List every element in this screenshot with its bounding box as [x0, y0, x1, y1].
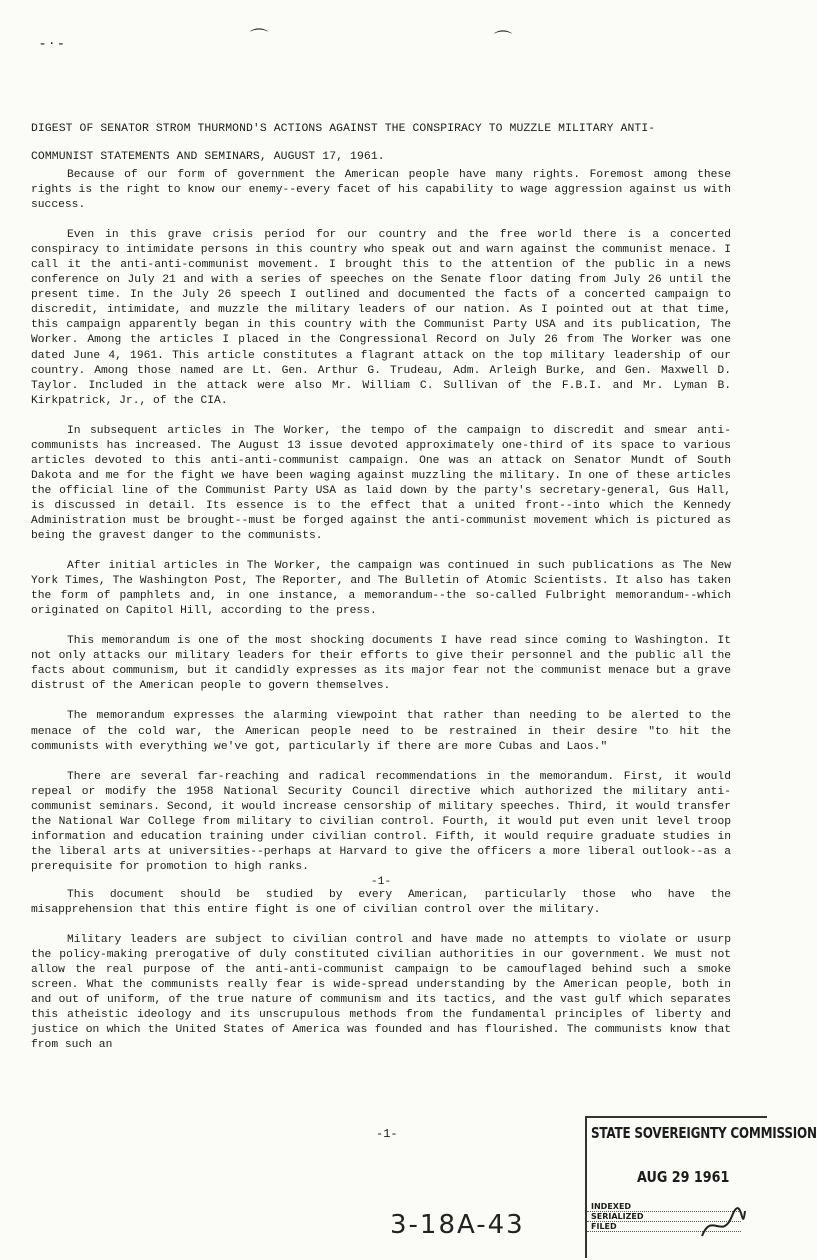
stamp-date: AUG 29 1961 [637, 1168, 730, 1186]
stamp-title: STATE SOVEREIGNTY COMMISSION [591, 1124, 817, 1142]
stamp-indexed: INDEXED [587, 1202, 741, 1212]
paragraph-rights: Because of our form of government the American people have many rights. Foremost among these rights is the right to know our enemy--every facet of his capability to wage aggression against us with success. [31, 169, 731, 212]
paragraph-military-leaders: Military leaders are subject to civilian control and have made no attempts to violate or usurp the policy-making prerogative of duly constituted civilian authorities in our government. We must not allow the real purpose of the anti-anti-communist campaign to be camouflaged behind such a smoke screen. What the communists really fear is wide-spread understanding by the American people, both in and out of uniform, of the true nature of communism and its tactics, and the vast gulf which separates this atheistic ideology and its unscrupulous methods from the fundamental principles of liberty and justice on which the United States of America was founded and has flourished. The communists know that from such an [31, 934, 731, 1052]
paragraph-memorandum: This memorandum is one of the most shocking documents I have read since coming to Washington. It not only attacks our military leaders for their efforts to give their personnel and the public all the facts about communism, but it candidly expresses as its major fear not the communist menace but a grave distrust of the American people to govern themselves. [31, 635, 731, 693]
stamp-filed: FILED [587, 1222, 741, 1232]
paragraph-recommendations: There are several far-reaching and radical recommendations in the memorandum. First, it would repeal or modify the 1958 National Security Council directive which authorized the military anti-communist seminars. Second, it would increase censorship of military speeches. Third, it would transfer the National War College from military to civilian control. Fourth, it would put even unit level troop information and education training under civilian control. Fifth, it would require graduate studies in the liberal arts at universities--perhaps at Harvard to give the officers a more liberal outlook--as a prerequisite for promotion to high ranks. [31, 770, 731, 873]
document-body [31, 168, 731, 1068]
initials-scribble [697, 1206, 747, 1246]
footer-page-number: -1- [376, 1127, 398, 1141]
paragraph-worker-articles: In subsequent articles in The Worker, the tempo of the campaign to discredit and smear anti-communists has increased. The August 13 issue devoted approximately one-third of its space to various articles devoted to this anti-anti-communist campaign. One was an attack on Senator Mundt of South Dakota and me for the fight we have been waging against muzzling the military. In one of these articles the official line of the Communist Party USA as laid down by the party's secretary-general, Gus Hall, is discussed in detail. Its essence is to the effect that a united front--into which the Kennedy Administration must be brought--must be forged against the anti-communist movement which is pictured as being the gravest danger to the communists. [31, 424, 731, 543]
handwritten-file-number: 3-18A-43 [390, 1210, 525, 1240]
heading-line-1: DIGEST OF SENATOR STROM THURMOND'S ACTIONS AGAINST THE CONSPIRACY TO MUZZLE MILITARY ANTI- [31, 123, 656, 135]
hole-punch-mark: ⌒ [494, 30, 512, 51]
paragraph-publications: After initial articles in The Worker, the campaign was continued in such publications as The New York Times, The Washington Post, The Reporter, and The Bulletin of Atomic Scientists. It also has taken the form of pamphlets and, in one instance, a memorandum--the so-called Fulbright memorandum--which originated on Capitol Hill, according to the press. [31, 560, 731, 618]
inline-page-number: -1- [370, 875, 392, 888]
paragraph-conspiracy: Even in this grave crisis period for our country and the free world there is a concerted conspiracy to intimidate persons in this country who speak out and warn against the communist menace. I call it the anti-anti-communist movement. I brought this to the attention of the public in a news conference on July 21 and with a series of speeches on the Senate floor dating from July 26 until the present time. In the July 26 speech I outlined and documented the facts of a concerted campaign to discredit, intimidate, and muzzle the military leaders of our nation. As I pointed out at that time, this campaign apparently began in this country with the Communist Party USA and its publication, The Worker. Among the articles I placed in the Congressional Record on July 26 from The Worker was one dated June 4, 1961. This article constitutes a flagrant attack on the top military leadership of our country. Among those named are Lt. Gen. Arthur G. Trudeau, Adm. Arleigh Burke, and Gen. Maxwell D. Taylor. Included in the attack were also Mr. William C. Sullivan of the F.B.I. and Mr. Lyman B. Kirkpatrick, Jr., of the CIA. [31, 229, 731, 407]
received-stamp [585, 1116, 817, 1258]
hole-punch-mark: ⌒ [250, 28, 268, 49]
stamp-serialized: SERIALIZED [587, 1212, 741, 1222]
paragraph-viewpoint: The memorandum expresses the alarming viewpoint that rather than needing to be alerted to the menace of the cold war, the American people need to be restrained in their desire "to hit the communists with everything we've got, particularly if there are more Cubas and Laos." [31, 710, 731, 753]
paragraph-study: This document should be studied by every American, particularly those who have the misapprehension that this entire fight is one of civilian control over the military. [31, 888, 731, 917]
heading-line-2: COMMUNIST STATEMENTS AND SEMINARS, AUGUST 17, 1961. [31, 151, 385, 163]
scan-mark: - · - [40, 36, 64, 52]
